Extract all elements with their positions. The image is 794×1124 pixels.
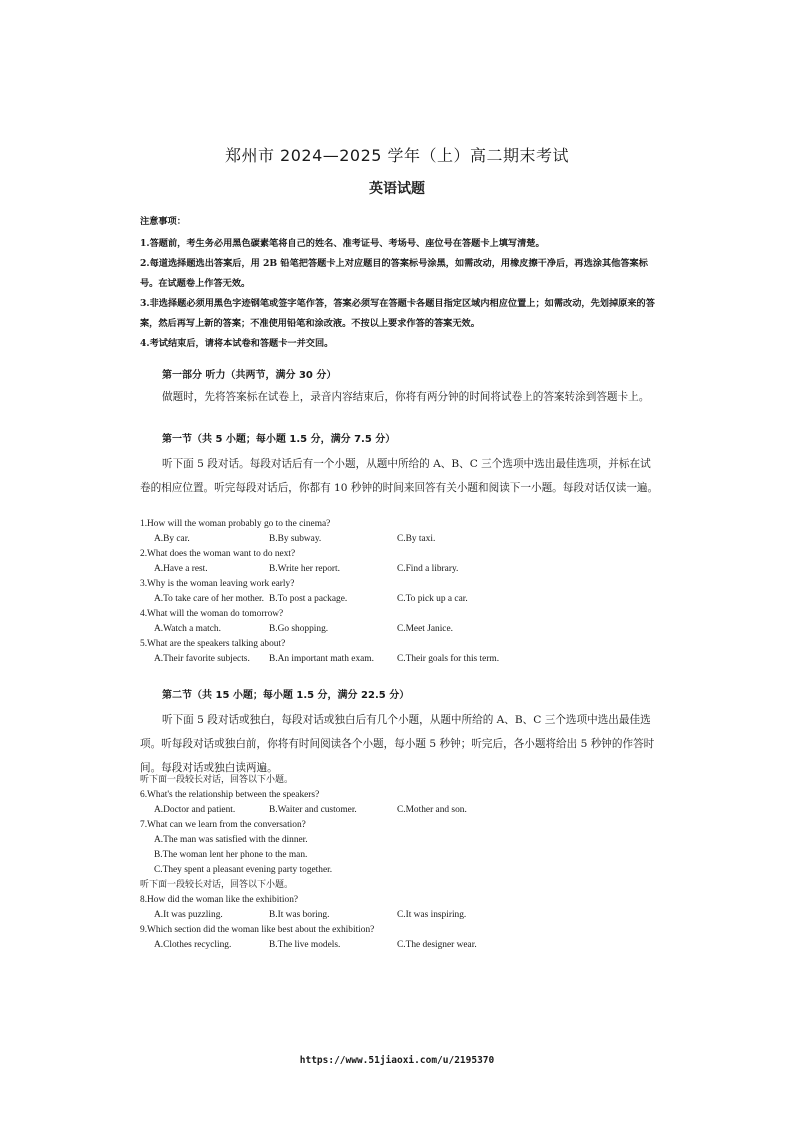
option-a: A.To take care of her mother. [154,594,264,604]
option-c: C.The designer wear. [397,940,477,950]
option-a: A.Have a rest. [154,564,208,574]
option-b: B.An important math exam. [269,654,374,664]
option-b: B.It was boring. [269,910,330,920]
part1-heading: 第一部分 听力（共两节，满分 30 分） [162,370,337,381]
option-a: A.The man was satisfied with the dinner. [154,835,308,845]
option-a: A.It was puzzling. [154,910,223,920]
option-a: A.By car. [154,534,190,544]
question-text: 7.What can we learn from the conversation? [140,820,306,830]
question-3 [140,577,660,607]
question-1 [140,517,660,547]
section1-block [140,430,660,500]
section1-intro: 听下面 5 段对话。每段对话后有一个小题，从题中所给的 A、B、C 三个选项中选出最佳选项，并标在试卷的相应位置。听完每段对话后，你都有 10 秒钟的时间来回答有关小题和阅读下一小题。每段对话仅读一遍。 [140,458,659,494]
question-options [140,532,660,547]
question-text: 9.Which section did the woman like best about the exhibition? [140,925,375,935]
option-b: B.The live models. [269,940,341,950]
question-options [140,652,660,667]
section1-heading: 第一节（共 5 小题；每小题 1.5 分，满分 7.5 分） [162,434,396,445]
part1-block [140,367,660,409]
option-b: B.Write her report. [269,564,340,574]
option-c: C.Mother and son. [397,805,467,815]
notes-block [140,212,660,354]
question-options [140,562,660,577]
option-b: B.By subway. [269,534,322,544]
listening-instruction: 听下面一段较长对话，回答以下小题。 [140,880,294,890]
option-a: A.Doctor and patient. [154,805,236,815]
exam-title: 郑州市 2024—2025 学年（上）高二期末考试 [224,146,570,165]
notes-heading: 注意事项： [140,216,186,227]
option-c: C.Meet Janice. [397,624,453,634]
note-item-1: 1.答题前，考生务必用黑色碳素笔将自己的姓名、准考证号、考场号、座位号在答题卡上填写清楚。 [140,238,545,249]
footer-url[interactable]: https://www.51jiaoxi.com/u/2195370 [299,1055,495,1066]
section1-questions [140,517,660,667]
question-text: 5.What are the speakers talking about? [140,639,286,649]
question-text: 6.What's the relationship between the speakers? [140,790,320,800]
option-c: C.By taxi. [397,534,436,544]
section2-heading: 第二节（共 15 小题；每小题 1.5 分，满分 22.5 分） [162,690,410,701]
question-text: 8.How did the woman like the exhibition? [140,895,299,905]
question-5 [140,637,660,667]
question-options [140,938,660,953]
option-c: C.It was inspiring. [397,910,467,920]
note-item-4: 4.考试结束后，请将本试卷和答题卡一并交回。 [140,338,334,349]
note-item-3: 3.非选择题必须用黑色字迹钢笔或签字笔作答，答案必须写在答题卡各题目指定区域内相应位置上；如需改动，先划掉原来的答案，然后再写上新的答案；不准使用铅笔和涂改液。不按以上要求作答的答案无效。 [140,298,655,329]
question-6 [140,788,660,818]
question-options [140,908,660,923]
option-c: C.Find a library. [397,564,459,574]
option-b: B.To post a package. [269,594,348,604]
option-a: A.Their favorite subjects. [154,654,250,664]
question-4 [140,607,660,637]
option-c: C.To pick up a car. [397,594,468,604]
section2-block [140,686,660,780]
option-a: A.Watch a match. [154,624,221,634]
question-text: 4.What will the woman do tomorrow? [140,609,284,619]
question-text: 3.Why is the woman leaving work early? [140,579,295,589]
exam-subtitle: 英语试题 [369,181,425,197]
question-7 [140,818,660,878]
option-a: A.Clothes recycling. [154,940,232,950]
option-b: B.The woman lent her phone to the man. [154,850,308,860]
question-text: 2.What does the woman want to do next? [140,549,296,559]
section2-intro: 听下面 5 段对话或独白，每段对话或独白后有几个小题，从题中所给的 A、B、C 三个选项中选出最佳选项。听每段对话或独白前，你将有时间阅读各个小题，每小题 5 秒钟；听完后，各小题将给出 5 秒钟的作答时间。每段对话或独白读两遍。 [140,714,655,774]
footer-watermark [0,1055,794,1066]
question-8 [140,893,660,923]
question-text: 1.How will the woman probably go to the cinema? [140,519,331,529]
option-b: B.Waiter and customer. [269,805,357,815]
section2-questions [140,773,660,953]
question-options [140,622,660,637]
note-item-2: 2.每道选择题选出答案后，用 2B 铅笔把答题卡上对应题目的答案标号涂黑，如需改动，用橡皮擦干净后，再选涂其他答案标号。在试题卷上作答无效。 [140,258,648,289]
listening-instruction: 听下面一段较长对话，回答以下小题。 [140,775,294,785]
option-b: B.Go shopping. [269,624,329,634]
part1-intro: 做题时，先将答案标在试卷上，录音内容结束后，你将有两分钟的时间将试卷上的答案转涂到答题卡上。 [162,391,650,403]
question-2 [140,547,660,577]
question-9 [140,923,660,953]
question-options [140,592,660,607]
option-c: C.Their goals for this term. [397,654,500,664]
option-c: C.They spent a pleasant evening party together. [154,865,333,875]
question-options [140,803,660,818]
